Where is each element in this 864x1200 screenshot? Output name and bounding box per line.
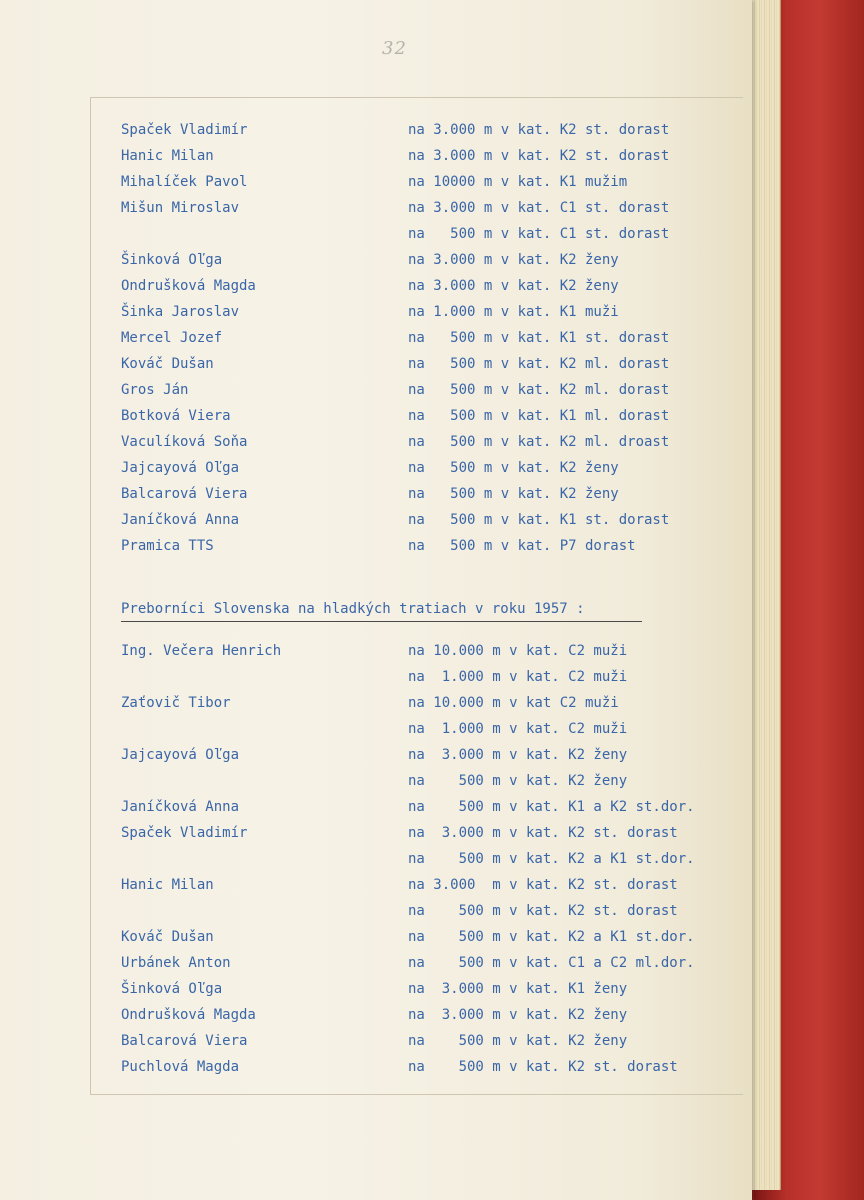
race-category: na 3.000 m v kat. K2 ženy xyxy=(408,252,619,268)
result-row xyxy=(0,535,752,557)
result-row xyxy=(0,822,752,844)
result-row xyxy=(0,431,752,453)
athlete-name: Šinková Oľga xyxy=(121,981,223,997)
result-row xyxy=(0,926,752,948)
athlete-name: Mercel Jozef xyxy=(121,330,223,346)
athlete-name: Zaťovič Tibor xyxy=(121,695,231,711)
race-category: na 500 m v kat. K2 ml. dorast xyxy=(408,356,670,372)
result-row xyxy=(0,327,752,349)
athlete-name: Jajcayová Oľga xyxy=(121,460,240,476)
athlete-name: Puchlová Magda xyxy=(121,1059,240,1075)
race-category: na 500 m v kat. K2 ženy xyxy=(408,486,619,502)
athlete-name: Kováč Dušan xyxy=(121,929,214,945)
result-row xyxy=(0,978,752,1000)
race-category: na 3.000 m v kat. K2 ženy xyxy=(408,278,619,294)
athlete-name: Spaček Vladimír xyxy=(121,825,248,841)
page-number: 32 xyxy=(382,38,407,59)
race-category: na 500 m v kat. K2 st. dorast xyxy=(408,1059,678,1075)
athlete-name: Mišun Miroslav xyxy=(121,200,240,216)
athlete-name: Botková Viera xyxy=(121,408,231,424)
athlete-name: Jajcayová Oľga xyxy=(121,747,240,763)
athlete-name: Ondrušková Magda xyxy=(121,278,256,294)
result-row xyxy=(0,666,752,688)
result-row xyxy=(0,509,752,531)
result-row xyxy=(0,1004,752,1026)
result-row xyxy=(0,692,752,714)
race-category: na 500 m v kat. K2 ženy xyxy=(408,1033,628,1049)
result-row xyxy=(0,952,752,974)
race-category: na 500 m v kat. K2 ml. dorast xyxy=(408,382,670,398)
result-row xyxy=(0,249,752,271)
race-category: na 3.000 m v kat. C1 st. dorast xyxy=(408,200,670,216)
athlete-name: Hanic Milan xyxy=(121,148,214,164)
race-category: na 3.000 m v kat. K2 ženy xyxy=(408,1007,628,1023)
result-row xyxy=(0,1056,752,1078)
athlete-name: Janíčková Anna xyxy=(121,512,240,528)
athlete-name: Kováč Dušan xyxy=(121,356,214,372)
athlete-name: Urbánek Anton xyxy=(121,955,231,971)
athlete-name: Mihalíček Pavol xyxy=(121,174,248,190)
athlete-name: Ing. Večera Henrich xyxy=(121,643,282,659)
athlete-name: Šinková Oľga xyxy=(121,252,223,268)
athlete-name: Janíčková Anna xyxy=(121,799,240,815)
result-row xyxy=(0,718,752,740)
athlete-name: Ondrušková Magda xyxy=(121,1007,256,1023)
race-category: na 3.000 m v kat. K2 ženy xyxy=(408,747,628,763)
result-row xyxy=(0,275,752,297)
race-category: na 500 m v kat. C1 a C2 ml.dor. xyxy=(408,955,695,971)
athlete-name: Balcarová Viera xyxy=(121,1033,248,1049)
race-category: na 500 m v kat. K2 st. dorast xyxy=(408,903,678,919)
result-row xyxy=(0,197,752,219)
race-category: na 500 m v kat. K1 ml. dorast xyxy=(408,408,670,424)
race-category: na 1.000 m v kat. C2 muži xyxy=(408,669,628,685)
result-row xyxy=(0,770,752,792)
athlete-name: Hanic Milan xyxy=(121,877,214,893)
result-row xyxy=(0,796,752,818)
race-category: na 1.000 m v kat. K1 muži xyxy=(408,304,619,320)
athlete-name: Vaculíková Soňa xyxy=(121,434,248,450)
result-row xyxy=(0,848,752,870)
athlete-name: Šinka Jaroslav xyxy=(121,304,240,320)
heading-underline xyxy=(121,621,642,622)
result-row xyxy=(0,483,752,505)
race-category: na 10.000 m v kat. C2 muži xyxy=(408,643,628,659)
race-category: na 500 m v kat. K2 a K1 st.dor. xyxy=(408,929,695,945)
race-category: na 500 m v kat. K2 ženy xyxy=(408,773,628,789)
race-category: na 3.000 m v kat. K2 st. dorast xyxy=(408,122,670,138)
race-category: na 10000 m v kat. K1 mužim xyxy=(408,174,628,190)
result-row xyxy=(0,379,752,401)
result-row xyxy=(0,405,752,427)
race-category: na 10.000 m v kat C2 muži xyxy=(408,695,619,711)
result-row xyxy=(0,171,752,193)
race-category: na 500 m v kat. K1 st. dorast xyxy=(408,512,670,528)
athlete-name: Balcarová Viera xyxy=(121,486,248,502)
athlete-name: Spaček Vladimír xyxy=(121,122,248,138)
race-category: na 500 m v kat. K2 a K1 st.dor. xyxy=(408,851,695,867)
race-category: na 1.000 m v kat. C2 muži xyxy=(408,721,628,737)
race-category: na 3.000 m v kat. K2 st. dorast xyxy=(408,148,670,164)
result-row xyxy=(0,119,752,141)
result-row xyxy=(0,900,752,922)
race-category: na 500 m v kat. K2 ml. droast xyxy=(408,434,670,450)
result-row xyxy=(0,640,752,662)
result-row xyxy=(0,223,752,245)
race-category: na 500 m v kat. C1 st. dorast xyxy=(408,226,670,242)
result-row xyxy=(0,1030,752,1052)
result-row xyxy=(0,744,752,766)
race-category: na 500 m v kat. K2 ženy xyxy=(408,460,619,476)
section-heading: Preborníci Slovenska na hladkých tratiach v roku 1957 : xyxy=(121,601,585,617)
race-category: na 3.000 m v kat. K1 ženy xyxy=(408,981,628,997)
race-category: na 500 m v kat. K1 a K2 st.dor. xyxy=(408,799,695,815)
race-category: na 3.000 m v kat. K2 st. dorast xyxy=(408,877,678,893)
race-category: na 500 m v kat. P7 dorast xyxy=(408,538,636,554)
result-row xyxy=(0,353,752,375)
athlete-name: Pramica TTS xyxy=(121,538,214,554)
result-row xyxy=(0,301,752,323)
race-category: na 3.000 m v kat. K2 st. dorast xyxy=(408,825,678,841)
result-row xyxy=(0,874,752,896)
result-row xyxy=(0,457,752,479)
result-row xyxy=(0,145,752,167)
race-category: na 500 m v kat. K1 st. dorast xyxy=(408,330,670,346)
athlete-name: Gros Ján xyxy=(121,382,189,398)
